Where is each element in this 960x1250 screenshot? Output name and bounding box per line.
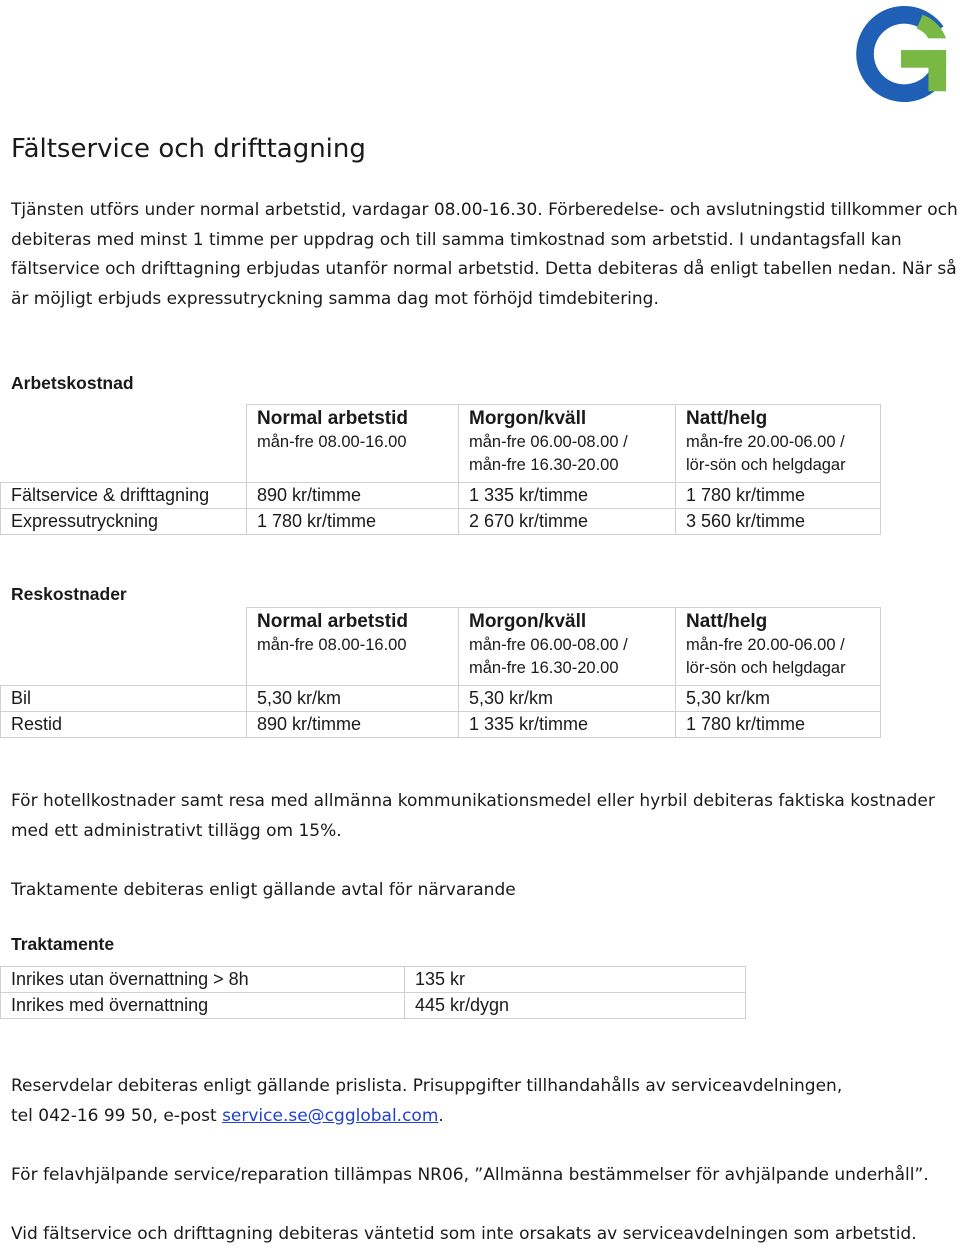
table-cell: 1 780 kr/timme [247,509,459,535]
reservdelar-line2-prefix: tel 042-16 99 50, e-post [11,1105,223,1126]
table-cell: 1 335 kr/timme [459,483,676,509]
arbetskostnad-heading: Arbetskostnad [11,373,134,393]
page-title: Fältservice och drifttagning [11,134,366,164]
column-header: Natt/helg mån-fre 20.00-06.00 / lör-sön och helgdagar [676,405,881,483]
table-cell: 5,30 kr/km [459,686,676,712]
table-corner [1,608,247,686]
table-row [1,712,881,738]
table-header-row [1,405,881,483]
column-header: Morgon/kväll mån-fre 06.00-08.00 / mån-fre 16.30-20.00 [459,608,676,686]
column-header: Normal arbetstid mån-fre 08.00-16.00 [247,608,459,686]
table-cell: 5,30 kr/km [676,686,881,712]
intro-paragraph: Tjänsten utförs under normal arbetstid, vardagar 08.00-16.30. Förberedelse- och avslutningstid tillkommer och debiteras med minst 1 timme per uppdrag och till samma timkostnad som arbetstid. I undantagsfall kan fältservice och drifttagning erbjudas utanför normal arbetstid. Detta debiteras då enligt tabellen nedan. När så är möjligt erbjuds expressutryckning samma dag mot förhöjd timdebitering. [11,200,958,309]
reservdelar-paragraph [11,1072,959,1131]
arbetskostnad-table [0,404,881,535]
table-row [1,509,881,535]
table-row [1,993,746,1019]
column-header: Normal arbetstid mån-fre 08.00-16.00 [247,405,459,483]
table-cell: 135 kr [405,967,746,993]
table-cell: 2 670 kr/timme [459,509,676,535]
table-row [1,483,881,509]
table-corner [1,405,247,483]
reservdelar-line2-suffix: . [438,1105,444,1126]
traktamente-table [0,966,746,1019]
column-header: Natt/helg mån-fre 20.00-06.00 / lör-sön och helgdagar [676,608,881,686]
hotel-paragraph: För hotellkostnader samt resa med allmänna kommunikationsmedel eller hyrbil debiteras faktiska kostnader med ett administrativt tillägg om 15%. [11,791,935,841]
reskostnader-table [0,607,881,738]
row-label: Inrikes utan övernattning > 8h [1,967,405,993]
table-cell: 445 kr/dygn [405,993,746,1019]
reservdelar-line1: Reservdelar debiteras enligt gällande prislista. Prisuppgifter tillhandahålls av serviceavdelningen, [11,1076,843,1096]
row-label: Expressutryckning [1,509,247,535]
table-cell: 3 560 kr/timme [676,509,881,535]
row-label: Restid [1,712,247,738]
row-label: Inrikes med övernattning [1,993,405,1019]
table-row [1,686,881,712]
table-cell: 5,30 kr/km [247,686,459,712]
table-cell: 1 780 kr/timme [676,483,881,509]
reskostnader-heading: Reskostnader [11,584,127,604]
column-header: Morgon/kväll mån-fre 06.00-08.00 / mån-fre 16.30-20.00 [459,405,676,483]
cg-logo-icon [852,5,950,103]
table-header-row [1,608,881,686]
table-cell: 890 kr/timme [247,712,459,738]
row-label: Bil [1,686,247,712]
table-row [1,967,746,993]
table-cell: 1 335 kr/timme [459,712,676,738]
felavhjalp-paragraph: För felavhjälpande service/reparation tillämpas NR06, ”Allmänna bestämmelser för avhjälpande underhåll”. [11,1165,929,1185]
vantetid-paragraph: Vid fältservice och drifttagning debiteras väntetid som inte orsakats av serviceavdelningen som arbetstid. [11,1224,917,1244]
traktamente-heading: Traktamente [11,934,115,954]
table-cell: 890 kr/timme [247,483,459,509]
email-link[interactable]: service.se@cgglobal.com [222,1105,439,1126]
row-label: Fältservice & drifttagning [1,483,247,509]
traktamente-intro: Traktamente debiteras enligt gällande avtal för närvarande [11,880,516,900]
table-cell: 1 780 kr/timme [676,712,881,738]
